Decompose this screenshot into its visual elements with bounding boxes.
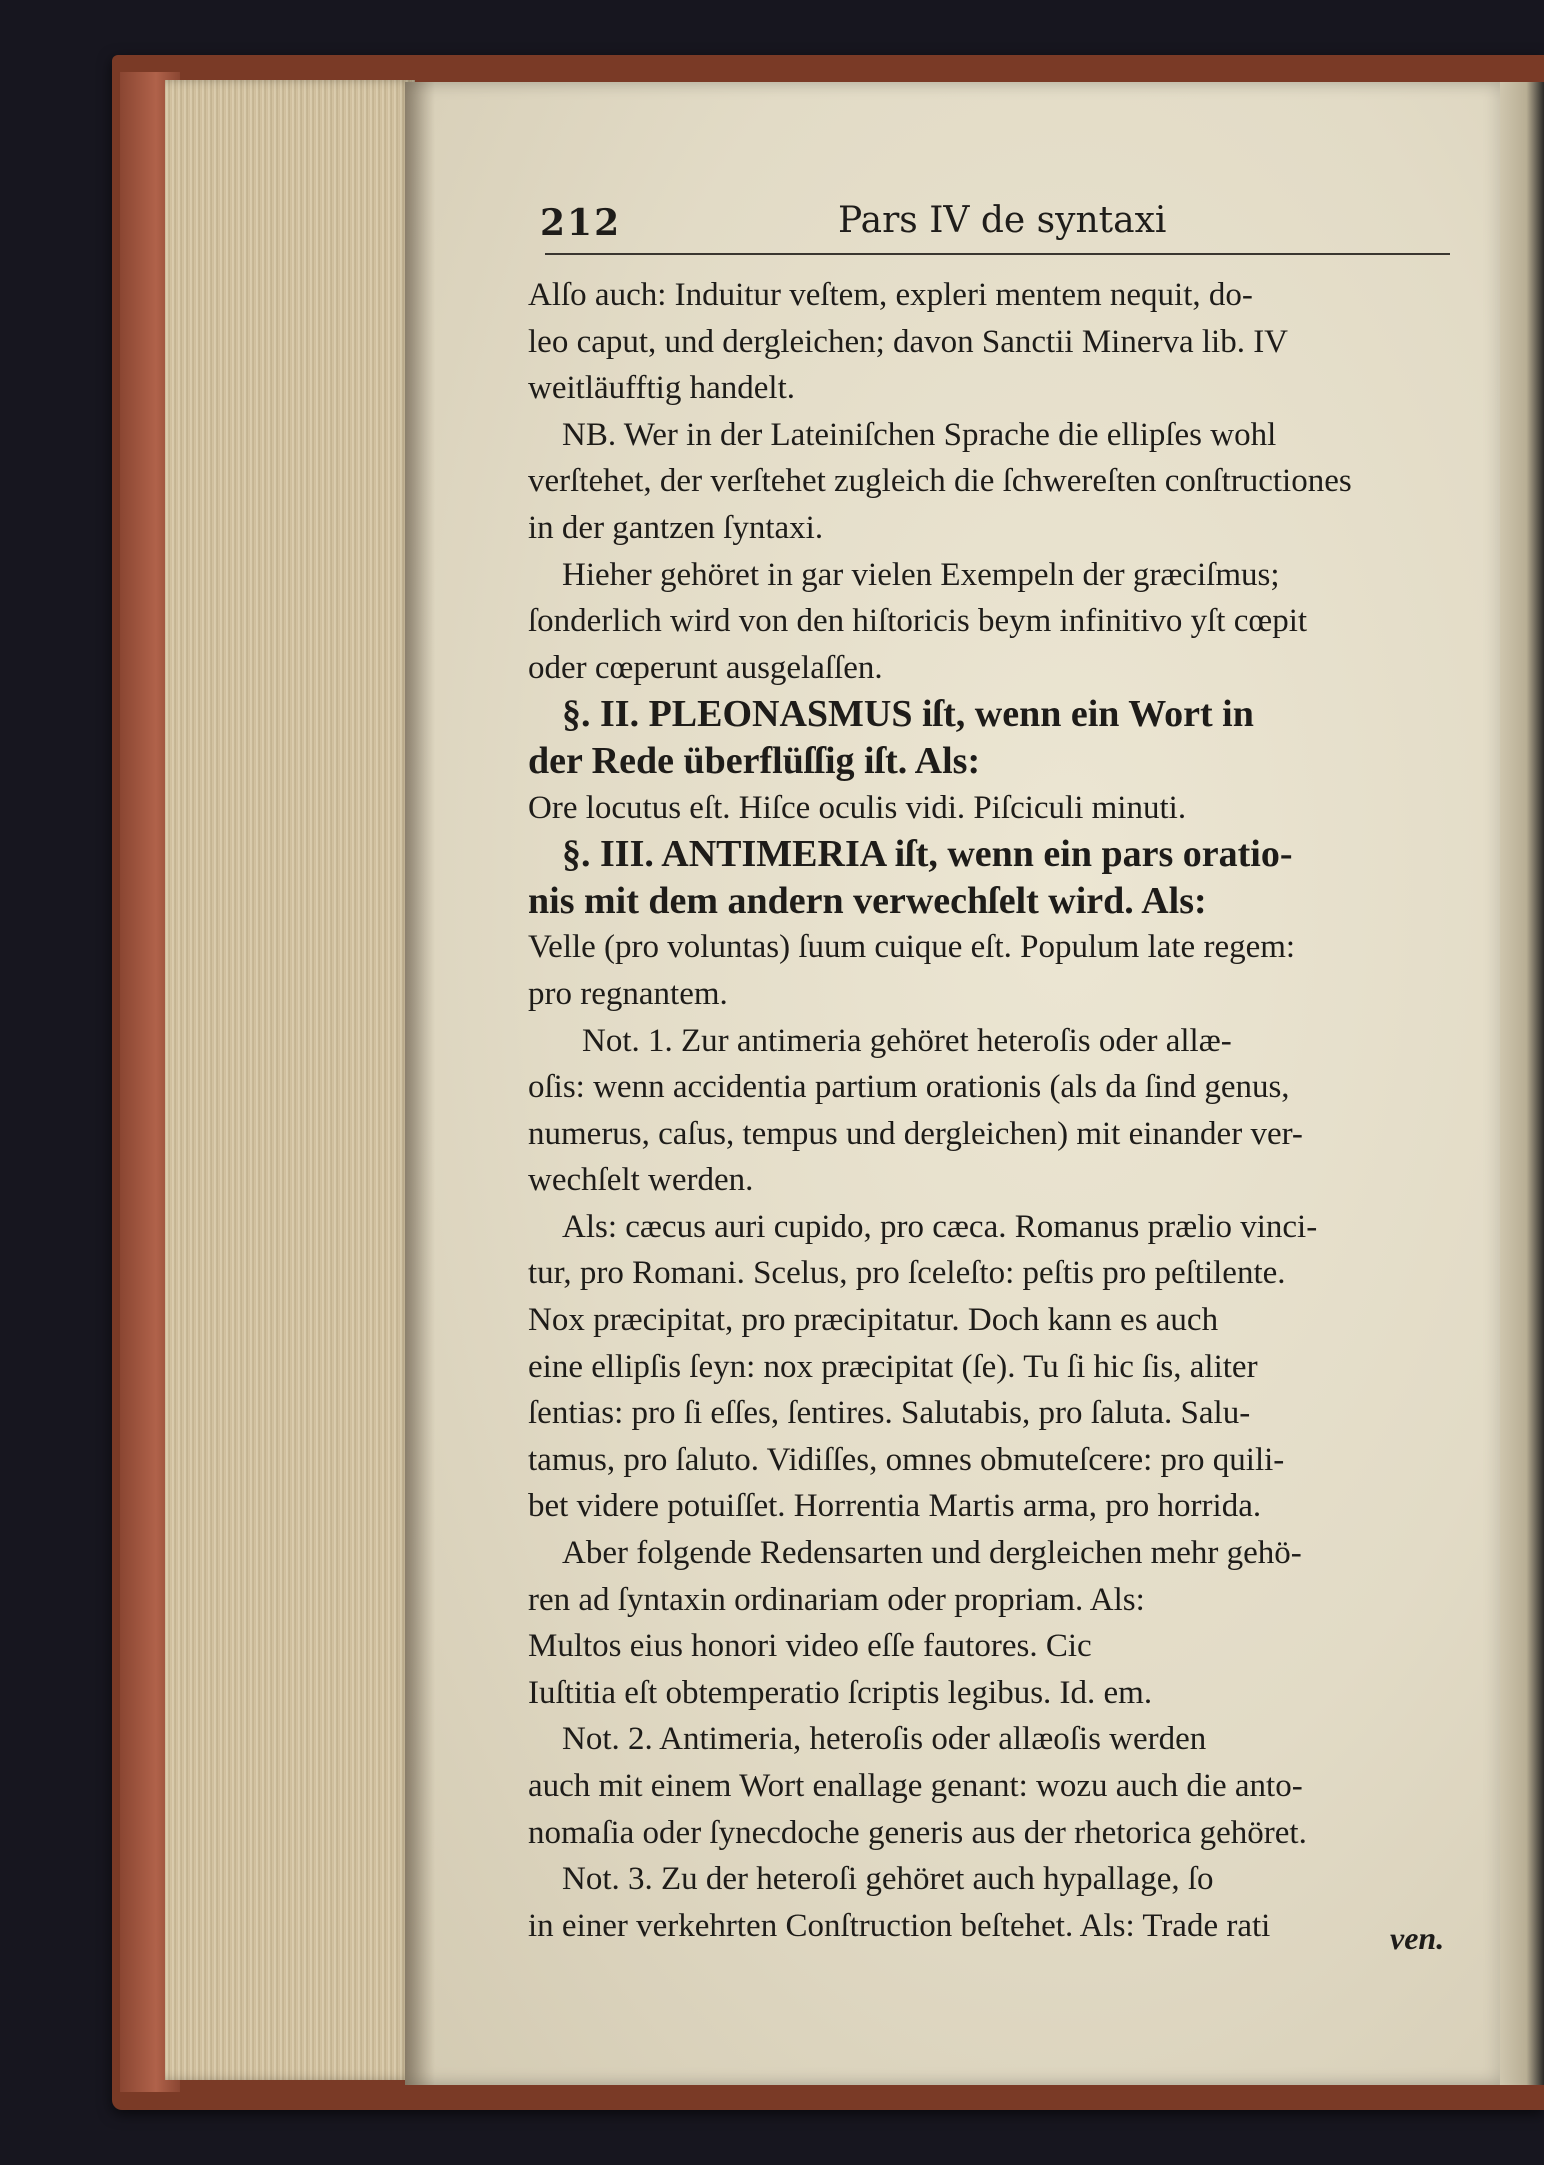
text-line: tur, pro Romani. Scelus, pro ſceleſto: peſtis pro peſtilente. (528, 1255, 1286, 1292)
text-line: Hieher gehöret in gar vielen Exempeln der græciſmus; (562, 556, 1280, 593)
text-line: Velle (pro voluntas) ſuum cuique eſt. Populum late regem: (528, 929, 1296, 966)
text-line: NB. Wer in der Lateiniſchen Sprache die ellipſes wohl (562, 416, 1277, 453)
text-line: Not. 1. Zur antimeria gehöret heteroſis oder allæ- (582, 1022, 1232, 1059)
text-line: Not. 2. Antimeria, heteroſis oder allæoſis werden (562, 1721, 1207, 1758)
text-line: Multos eius honori video eſſe fautores. Cic (528, 1628, 1092, 1665)
catchword: ven. (1390, 1920, 1445, 1956)
section-heading-line: nis mit dem andern verwechſelt wird. Als: (528, 879, 1207, 922)
text-line: oſis: wenn accidentia partium orationis (als da ſind genus, (528, 1069, 1290, 1106)
text-line: pro regnantem. (528, 975, 728, 1012)
body-text (528, 272, 1458, 1949)
text-line: Not. 3. Zu der heteroſi gehöret auch hypallage, ſo (562, 1861, 1214, 1898)
text-line: ren ad ſyntaxin ordinariam oder propriam. Als: (528, 1581, 1145, 1618)
section-heading-line: §. III. ANTIMERIA iſt, wenn ein pars oratio- (562, 833, 1293, 876)
page-header (540, 200, 1455, 250)
text-line: numerus, caſus, tempus und dergleichen) mit einander ver- (528, 1115, 1303, 1152)
text-line: nomaſia oder ſynecdoche generis aus der rhetorica gehöret. (528, 1814, 1307, 1851)
text-line: verſtehet, der verſtehet zugleich die ſchwereſten conſtructiones (528, 463, 1352, 500)
text-line: auch mit einem Wort enallage genant: wozu auch die anto- (528, 1768, 1303, 1804)
text-line: weitläufftig handelt. (528, 370, 795, 407)
text-line: Alſo auch: Induitur veſtem, expleri mentem nequit, do- (528, 277, 1253, 313)
text-line: ſentias: pro ſi eſſes, ſentires. Salutabis, pro ſaluta. Salu- (528, 1395, 1251, 1432)
running-head: Pars IV de syntaxi (838, 200, 1167, 241)
text-line: bet videre potuiſſet. Horrentia Martis arma, pro horrida. (528, 1488, 1262, 1525)
text-line: eine ellipſis ſeyn: nox præcipitat (ſe). Tu ſi hic ſis, aliter (528, 1348, 1258, 1385)
text-line: Ore locutus eſt. Hiſce oculis vidi. Piſciculi minuti. (528, 789, 1187, 826)
header-rule (545, 253, 1450, 255)
text-line: leo caput, und dergleichen; davon Sanctii Minerva lib. IV (528, 323, 1289, 360)
text-line: Aber folgende Redensarten und dergleichen mehr gehö- (562, 1535, 1302, 1572)
page-right-edge (1500, 82, 1544, 2085)
page-number: 212 (540, 202, 622, 244)
page-edges (165, 80, 415, 2080)
text-line: Als: cæcus auri cupido, pro cæca. Romanus prælio vinci- (562, 1208, 1318, 1245)
gutter-shadow (405, 82, 435, 2085)
text-line: in einer verkehrten Conſtruction beſtehet. Als: Trade rati (528, 1907, 1271, 1944)
section-heading-line: der Rede überflüſſig iſt. Als: (528, 739, 981, 782)
section-heading-line: §. II. PLEONASMUS iſt, wenn ein Wort in (562, 693, 1254, 736)
text-line: in der gantzen ſyntaxi. (528, 509, 824, 546)
text-line: Iuſtitia eſt obtemperatio ſcriptis legibus. Id. em. (528, 1674, 1153, 1711)
text-line: Nox præcipitat, pro præcipitatur. Doch kann es auch (528, 1302, 1219, 1339)
text-line: tamus, pro ſaluto. Vidiſſes, omnes obmuteſcere: pro quili- (528, 1441, 1285, 1478)
text-line: oder cœperunt ausgelaſſen. (528, 649, 883, 686)
text-line: ſonderlich wird von den hiſtoricis beym infinitivo yſt cœpit (528, 603, 1308, 640)
text-line: wechſelt werden. (528, 1162, 754, 1199)
